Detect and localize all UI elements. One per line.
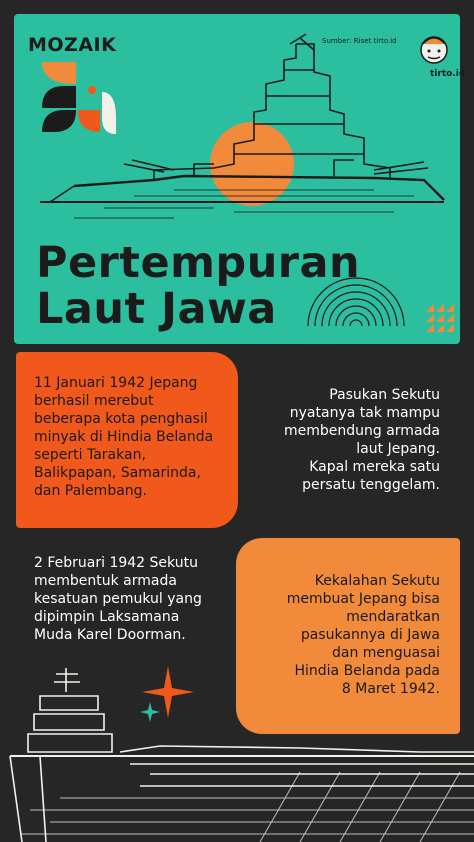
event-1-line: beberapa kota penghasil: [34, 411, 208, 427]
event-3-line: Muda Karel Doorman.: [34, 627, 186, 643]
event-1-line: seperti Tarakan,: [34, 447, 146, 463]
event-4-line: mendaratkan: [346, 609, 440, 625]
carrier-hatching: [20, 772, 474, 842]
event-4-line: dan menguasai: [331, 645, 440, 661]
sun-shape: [210, 122, 294, 206]
small-sparkle-icon: [140, 702, 160, 722]
event-1-line: minyak di Hindia Belanda: [34, 429, 214, 445]
event-3-line: kesatuan pemukul yang: [34, 591, 202, 607]
brand-logo-text: tirto.id: [430, 69, 466, 79]
carrier-drawing: [10, 668, 474, 842]
page-title-line-1: Pertempuran: [36, 238, 361, 288]
event-3-line: 2 Februari 1942 Sekutu: [34, 555, 198, 571]
event-4-line: Kekalahan Sekutu: [314, 573, 440, 589]
event-2-line: nyatanya tak mampu: [289, 405, 440, 421]
battleship-drawing: [40, 34, 444, 202]
event-1-line: Balikpapan, Samarinda,: [34, 465, 201, 481]
event-3-line: membentuk armada: [34, 573, 177, 589]
event-4-line: Hindia Belanda pada: [294, 663, 440, 679]
event-text-1: [34, 374, 234, 500]
event-1-line: dan Palembang.: [34, 483, 147, 499]
event-text-3: [34, 554, 234, 644]
event-2-line: Pasukan Sekutu: [329, 387, 440, 403]
event-2-line: Kapal mereka satu: [309, 459, 440, 475]
page-title-line-2: Laut Jawa: [36, 284, 277, 334]
mozaik-logo-shapes: [42, 62, 116, 134]
event-1-line: berhasil merebut: [34, 393, 154, 409]
event-4-line: 8 Maret 1942.: [341, 681, 440, 697]
event-3-line: dipimpin Laksamana: [34, 609, 180, 625]
event-2-line: laut Jepang.: [356, 441, 440, 457]
triangle-pattern: [426, 304, 454, 332]
source-credit: Sumber: Riset tirto.id: [322, 37, 397, 45]
event-2-line: persatu tenggelam.: [302, 477, 440, 493]
event-1-line: 11 Januari 1942 Jepang: [34, 375, 198, 391]
event-4-line: membuat Jepang bisa: [286, 591, 440, 607]
event-2-line: membendung armada: [283, 423, 440, 439]
bottom-ship-illustration: [0, 652, 474, 842]
event-text-2: [248, 386, 440, 494]
series-label: MOZAIK: [28, 34, 117, 56]
event-4-line: pasukannya di Jawa: [300, 627, 440, 643]
